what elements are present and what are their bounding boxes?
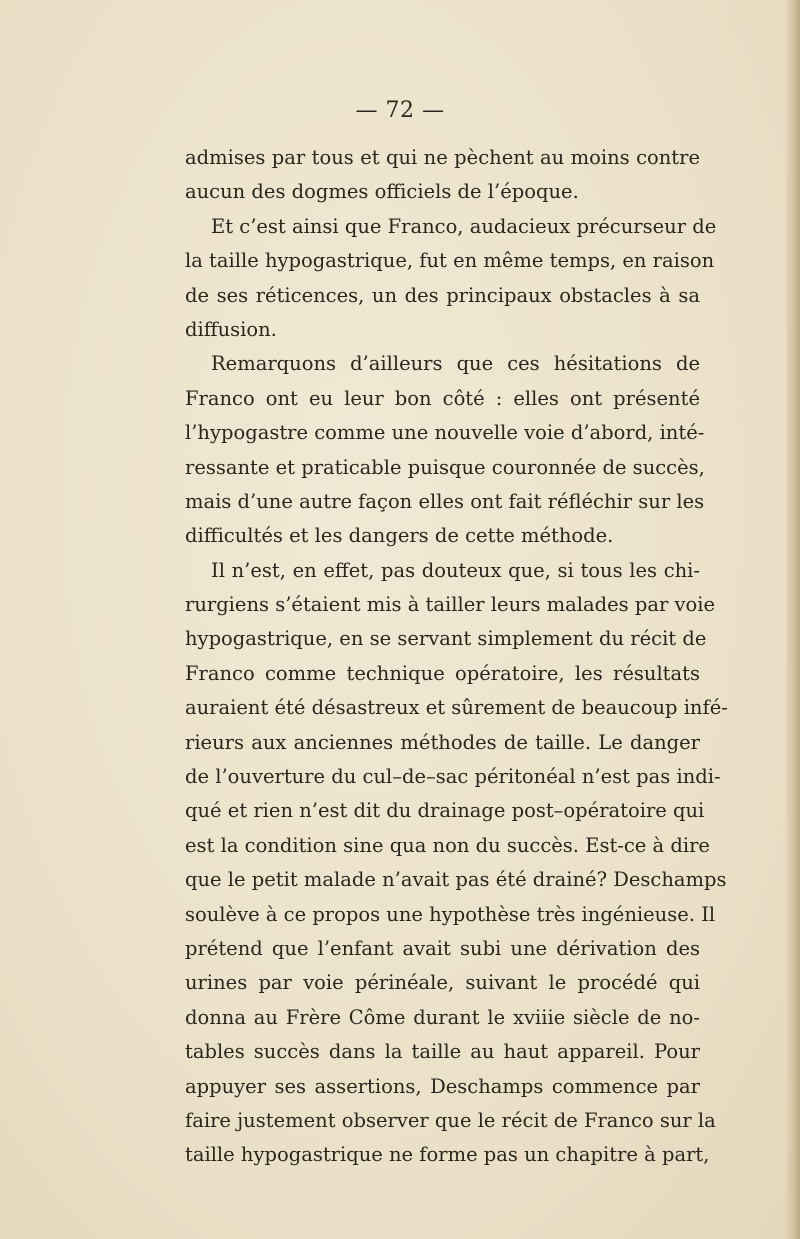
text-line: rurgiens s’étaient mis à tailler leurs malades par voie [185,593,716,617]
text-line: que le petit malade n’avait pas été drainé? Deschamps [185,868,727,892]
text-line: prétend que l’enfant avait subi une dérivation des [185,936,700,960]
text-line: diffusion. [185,317,277,341]
text-line: la taille hypogastrique, fut en même temps, en raison [185,249,715,273]
text-line: Et c’est ainsi que Franco, audacieux précurseur de [211,214,717,238]
text-line: est la condition sine qua non du succès. Est-ce à dire [185,833,710,857]
text-line: de ses réticences, un des principaux obstacles à sa [185,283,700,307]
text-line: de l’ouverture du cul–de–sac péritonéal n’est pas indi- [185,765,721,789]
page-number: — 72 — [355,98,445,123]
text-line: qué et rien n’est dit du drainage post–opératoire qui [185,799,705,823]
text-line: hypogastrique, en se servant simplement du récit de [185,627,707,651]
text-line: admises par tous et qui ne pèchent au moins contre [185,146,700,169]
text-line: appuyer ses assertions, Deschamps commence par [185,1074,700,1098]
page-edge-shadow [786,0,800,1239]
text-line: urines par voie périnéale, suivant le procédé qui [185,971,700,995]
text-line: aucun des dogmes officiels de l’époque. [185,180,579,204]
text-line: auraient été désastreux et sûrement de beaucoup infé- [185,696,728,720]
text-line: tables succès dans la taille au haut appareil. Pour [185,1040,700,1064]
text-line: soulève à ce propos une hypothèse très ingénieuse. Il [185,902,716,926]
text-line: l’hypogastre comme une nouvelle voie d’abord, inté- [185,421,705,445]
text-line: Il n’est, en effet, pas douteux que, si tous les chi- [211,558,700,582]
body-text [185,141,728,1173]
text-line: ressante et praticable puisque couronnée de succès, [185,455,705,479]
text-line: faire justement observer que le récit de Franco sur la [185,1108,716,1132]
text-line: mais d’une autre façon elles ont fait réfléchir sur les [185,489,705,513]
text-line: Franco comme technique opératoire, les résultats [185,661,700,685]
text-line: Franco ont eu leur bon côté : elles ont présenté [185,386,700,410]
text-line: rieurs aux anciennes méthodes de taille. Le danger [185,730,700,754]
text-line: difficultés et les dangers de cette méthode. [185,524,614,548]
text-line: Remarquons d’ailleurs que ces hésitations de [211,352,700,376]
text-line: taille hypogastrique ne forme pas un chapitre à part, [185,1143,710,1167]
text-line: donna au Frère Côme durant le xviiie siècle de no- [185,1005,700,1029]
